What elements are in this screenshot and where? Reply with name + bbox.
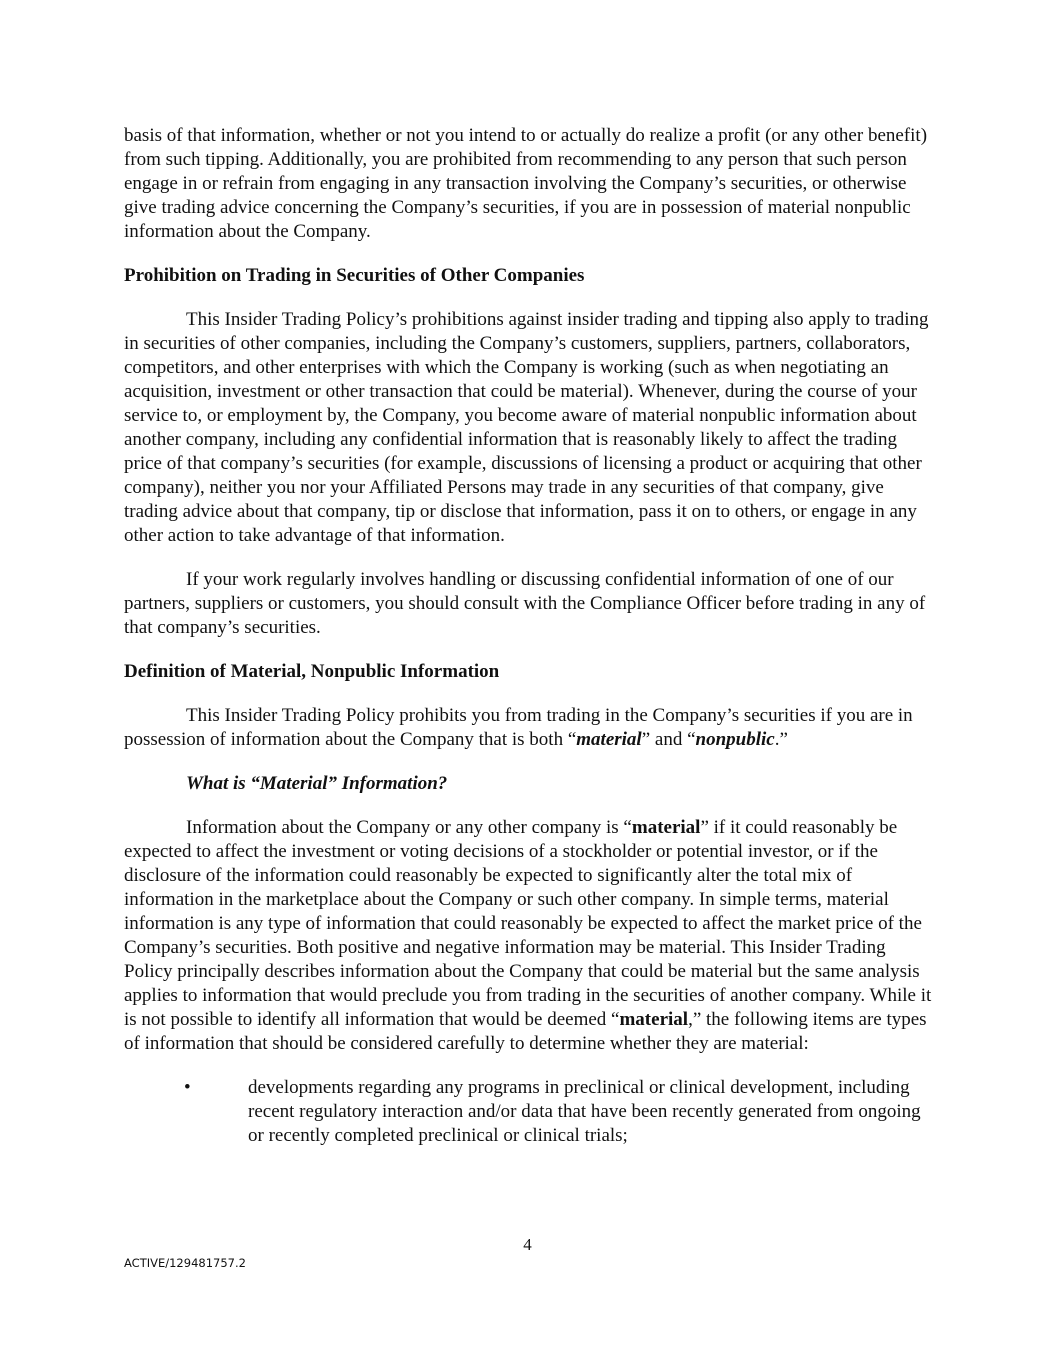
intro-text-after: .”	[774, 729, 788, 750]
term-material: material	[576, 729, 642, 750]
bullet-marker: •	[184, 1077, 191, 1098]
page-number: 4	[523, 1235, 532, 1254]
intro-text-before: This Insider Trading Policy prohibits you from trading in the Company’s securities if you are in possession of information about the Company that is both “	[124, 705, 913, 750]
def-text-end: ,” the following items are types of information that should be considered carefully to determine whether they are material:	[124, 1009, 927, 1054]
section-heading-definition: Definition of Material, Nonpublic Information	[124, 661, 500, 682]
list-item-text: developments regarding any programs in preclinical or clinical development, including recent regulatory interaction and/or data that have been recently generated from ongoing or recently completed preclinical or clinical trials;	[248, 1077, 921, 1146]
list-item	[124, 1076, 936, 1148]
section-heading-other-companies: Prohibition on Trading in Securities of Other Companies	[124, 265, 585, 286]
intro-text-middle: ” and “	[641, 729, 696, 750]
document-id: ACTIVE/129481757.2	[124, 1256, 246, 1270]
term-nonpublic: nonpublic	[695, 729, 775, 750]
definition-intro-paragraph	[124, 704, 936, 752]
def-text-after: ” if it could reasonably be expected to affect the investment or voting decisions of a stockholder or potential investor, or if the disclosure of the information could reasonably be expected to significantly alter the total mix of information in the marketplace about the Company or such other company. In simple terms, material information is any type of information that could reasonably be expected to affect the market price of the Company’s securities. Both positive and negative information may be material. This Insider Trading Policy principally describes information about the Company that could be material but the same analysis applies to information that would preclude you from trading in the securities of another company. While it is not possible to identify all information that would be deemed “	[124, 817, 932, 1030]
continued-paragraph: basis of that information, whether or not you intend to or actually do realize a profit (or any other benefit) from such tipping. Additionally, you are prohibited from recommending to any person that such person engage in or refrain from engaging in any transaction involving the Company’s securities, or otherwise give trading advice concerning the Company’s securities, if you are in possession of material nonpublic information about the Company.	[124, 125, 928, 242]
material-definition-paragraph	[124, 816, 936, 1056]
def-text-before: Information about the Company or any other company is “	[186, 817, 632, 838]
document-page	[124, 124, 936, 1148]
def-term-material-2: material	[619, 1009, 689, 1030]
material-items-list	[124, 1076, 936, 1148]
other-companies-paragraph: This Insider Trading Policy’s prohibitions against insider trading and tipping also apply to trading in securities of other companies, including the Company’s customers, suppliers, partners, collaborators, competitors, and other enterprises with which the Company is working (such as when negotiating an acquisition, investment or other transaction that could be material). Whenever, during the course of your service to, or employment by, the Company, you become aware of material nonpublic information about another company, including any confidential information that is reasonably likely to affect the trading price of that company’s securities (for example, discussions of licensing a product or acquiring that other company), neither you nor your Affiliated Persons may trade in any securities of that company, give trading advice about that company, tip or disclose that information, pass it on to others, or engage in any other action to take advantage of that information.	[124, 309, 929, 546]
def-term-material: material	[631, 817, 701, 838]
subheading-material-information: What is “Material” Information?	[186, 773, 448, 794]
consult-compliance-paragraph: If your work regularly involves handling or discussing confidential information of one of our partners, suppliers or customers, you should consult with the Compliance Officer before trading in any of that company’s securities.	[124, 569, 926, 638]
